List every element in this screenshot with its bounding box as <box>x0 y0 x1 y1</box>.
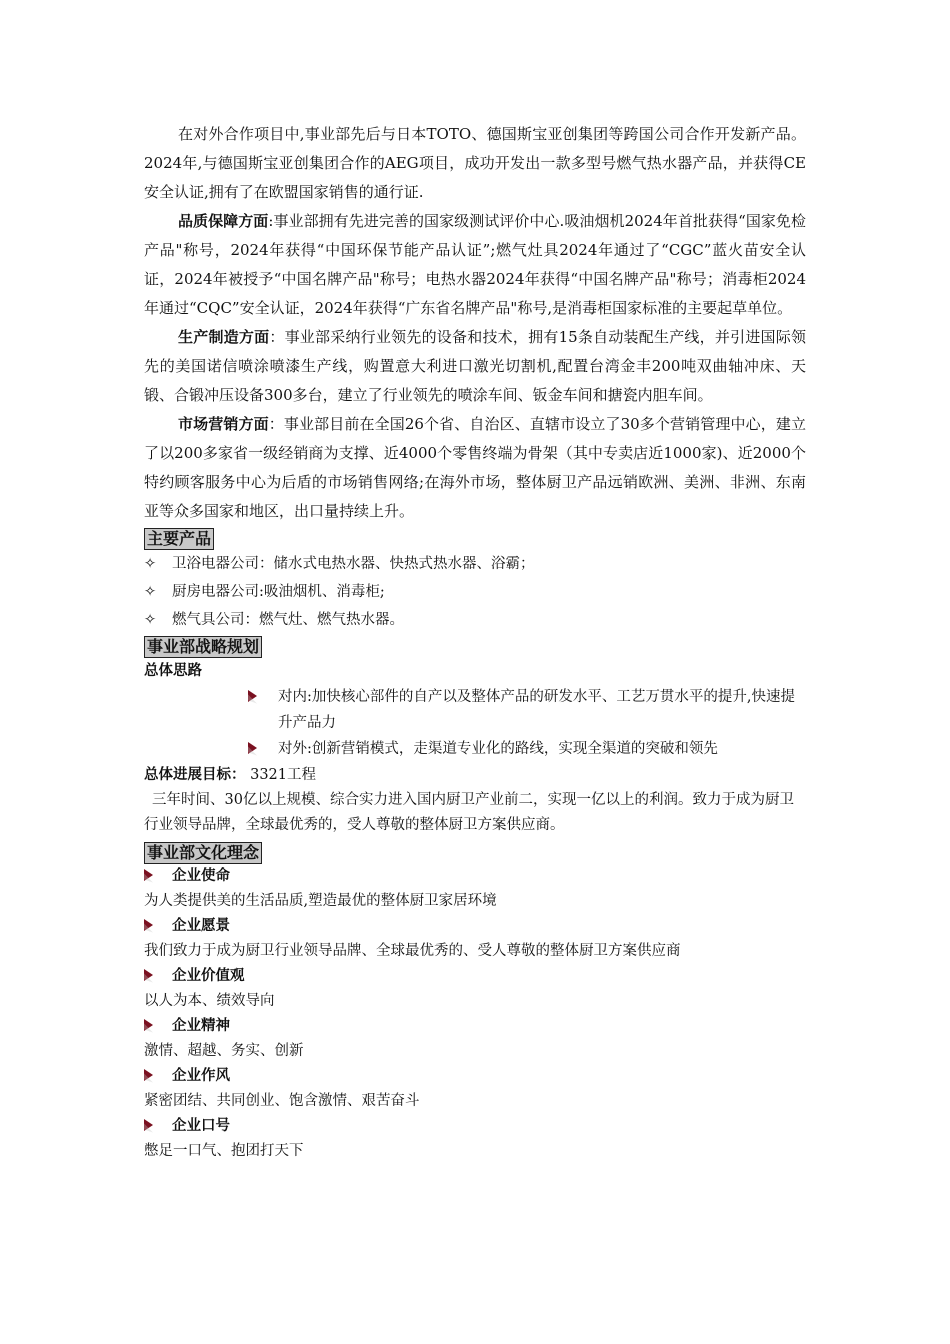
paragraph-marketing <box>144 410 806 526</box>
diamond-bullet-icon: ✧ <box>144 556 157 572</box>
goal-text: 三年时间、30亿以上规模、综合实力进入国内厨卫产业前二，实现一亿以上的利润。致力于成为厨卫行业领导品牌，全球最优秀的，受人尊敬的整体厨卫方案供应商。 <box>144 792 794 833</box>
strategy-subheading: 总体思路 <box>144 663 202 679</box>
culture-item-title: 企业愿景 <box>144 914 806 939</box>
culture-item-title: 企业价值观 <box>144 964 806 989</box>
culture-item-text: 我们致力于成为厨卫行业领导品牌、全球最优秀的、受人尊敬的整体厨卫方案供应商 <box>144 943 681 959</box>
culture-item-title: 企业精神 <box>144 1014 806 1039</box>
list-item: ✧ 卫浴电器公司：储水式电热水器、快热式热水器、浴霸； <box>144 550 806 578</box>
products-heading: 主要产品 <box>144 528 214 550</box>
strategy-idea: 对外:创新营销模式，走渠道专业化的路线，实现全渠道的突破和领先 <box>248 736 806 762</box>
diamond-bullet-icon: ✧ <box>144 612 157 628</box>
paragraph-manufacturing <box>144 323 806 410</box>
arrow-bullet-icon <box>248 690 257 702</box>
arrow-bullet-icon <box>144 919 153 931</box>
strategy-idea: 对内:加快核心部件的自产以及整体产品的研发水平、工艺万贯水平的提升,快速提升产品力 <box>248 684 806 736</box>
diamond-bullet-icon: ✧ <box>144 584 157 600</box>
arrow-bullet-icon <box>144 1019 153 1031</box>
list-item: ✧ 厨房电器公司:吸油烟机、消毒柜; <box>144 578 806 606</box>
culture-heading: 事业部文化理念 <box>144 842 262 864</box>
arrow-bullet-icon <box>144 1069 153 1081</box>
arrow-bullet-icon <box>248 742 257 754</box>
arrow-bullet-icon <box>144 969 153 981</box>
culture-item-title: 企业作风 <box>144 1064 806 1089</box>
marketing-text: ：事业部目前在全国26个省、自治区、直辖市设立了30多个营销管理中心，建立了以200多家省一级经销商为支撑、近4000个零售终端为骨架（其中专卖店近1000家)、近2000个特约顾客服务中心为后盾的市场销售网络;在海外市场，整体厨卫产品远销欧洲、美洲、非洲、东南亚等众多国家和地区，出口量持续上升。 <box>144 415 806 520</box>
goal-label: 总体进展目标： <box>144 767 246 783</box>
culture-item-title: 企业使命 <box>144 864 806 889</box>
quality-lead: 品质保障方面 <box>178 212 269 230</box>
culture-item-text: 紧密团结、共同创业、饱含激情、艰苦奋斗 <box>144 1093 420 1109</box>
culture-item-text: 激情、超越、务实、创新 <box>144 1043 304 1059</box>
culture-item-text: 憋足一口气、抱团打天下 <box>144 1143 304 1159</box>
culture-item-text: 以人为本、绩效导向 <box>144 993 275 1009</box>
arrow-bullet-icon <box>144 869 153 881</box>
goal-line <box>144 762 806 788</box>
quality-text: :事业部拥有先进完善的国家级测试评价中心.吸油烟机2024年首批获得“国家免检产品"称号，2024年获得“中国环保节能产品认证”;燃气灶具2024年通过了“CGC”蓝火苗安全认证，2024年被授予“中国名牌产品"称号；电热水器2024年获得“中国名牌产品"称号；消毒柜2024年通过“CQC”安全认证，2024年获得“广东省名牌产品"称号,是消毒柜国家标准的主要起草单位。 <box>144 212 806 317</box>
culture-item-text: 为人类提供美的生活品质,塑造最优的整体厨卫家居环境 <box>144 893 497 909</box>
products-list <box>144 550 806 634</box>
culture-list <box>144 864 806 1164</box>
goal-value: 3321工程 <box>250 767 317 783</box>
manufacturing-text: ：事业部采纳行业领先的设备和技术，拥有15条自动装配生产线，并引进国际领先的美国诺信喷涂喷漆生产线，购置意大利进口激光切割机,配置台湾金丰200吨双曲轴冲床、天锻、合锻冲压设备300多台，建立了行业领先的喷涂车间、钣金车间和搪瓷内胆车间。 <box>144 328 806 404</box>
list-item: ✧ 燃气具公司：燃气灶、燃气热水器。 <box>144 606 806 634</box>
culture-item-title: 企业口号 <box>144 1114 806 1139</box>
marketing-lead: 市场营销方面 <box>178 415 269 433</box>
manufacturing-lead: 生产制造方面 <box>178 328 270 346</box>
document-page <box>144 120 806 1164</box>
paragraph-cooperation: 在对外合作项目中,事业部先后与日本TOTO、德国斯宝亚创集团等跨国公司合作开发新产品。 2024年,与德国斯宝亚创集团合作的AEG项目，成功开发出一款多型号燃气热水器产品，并获得CE安全认证,拥有了在欧盟国家销售的通行证. <box>144 125 806 201</box>
strategy-heading: 事业部战略规划 <box>144 636 262 658</box>
arrow-bullet-icon <box>144 1119 153 1131</box>
paragraph-quality <box>144 207 806 323</box>
